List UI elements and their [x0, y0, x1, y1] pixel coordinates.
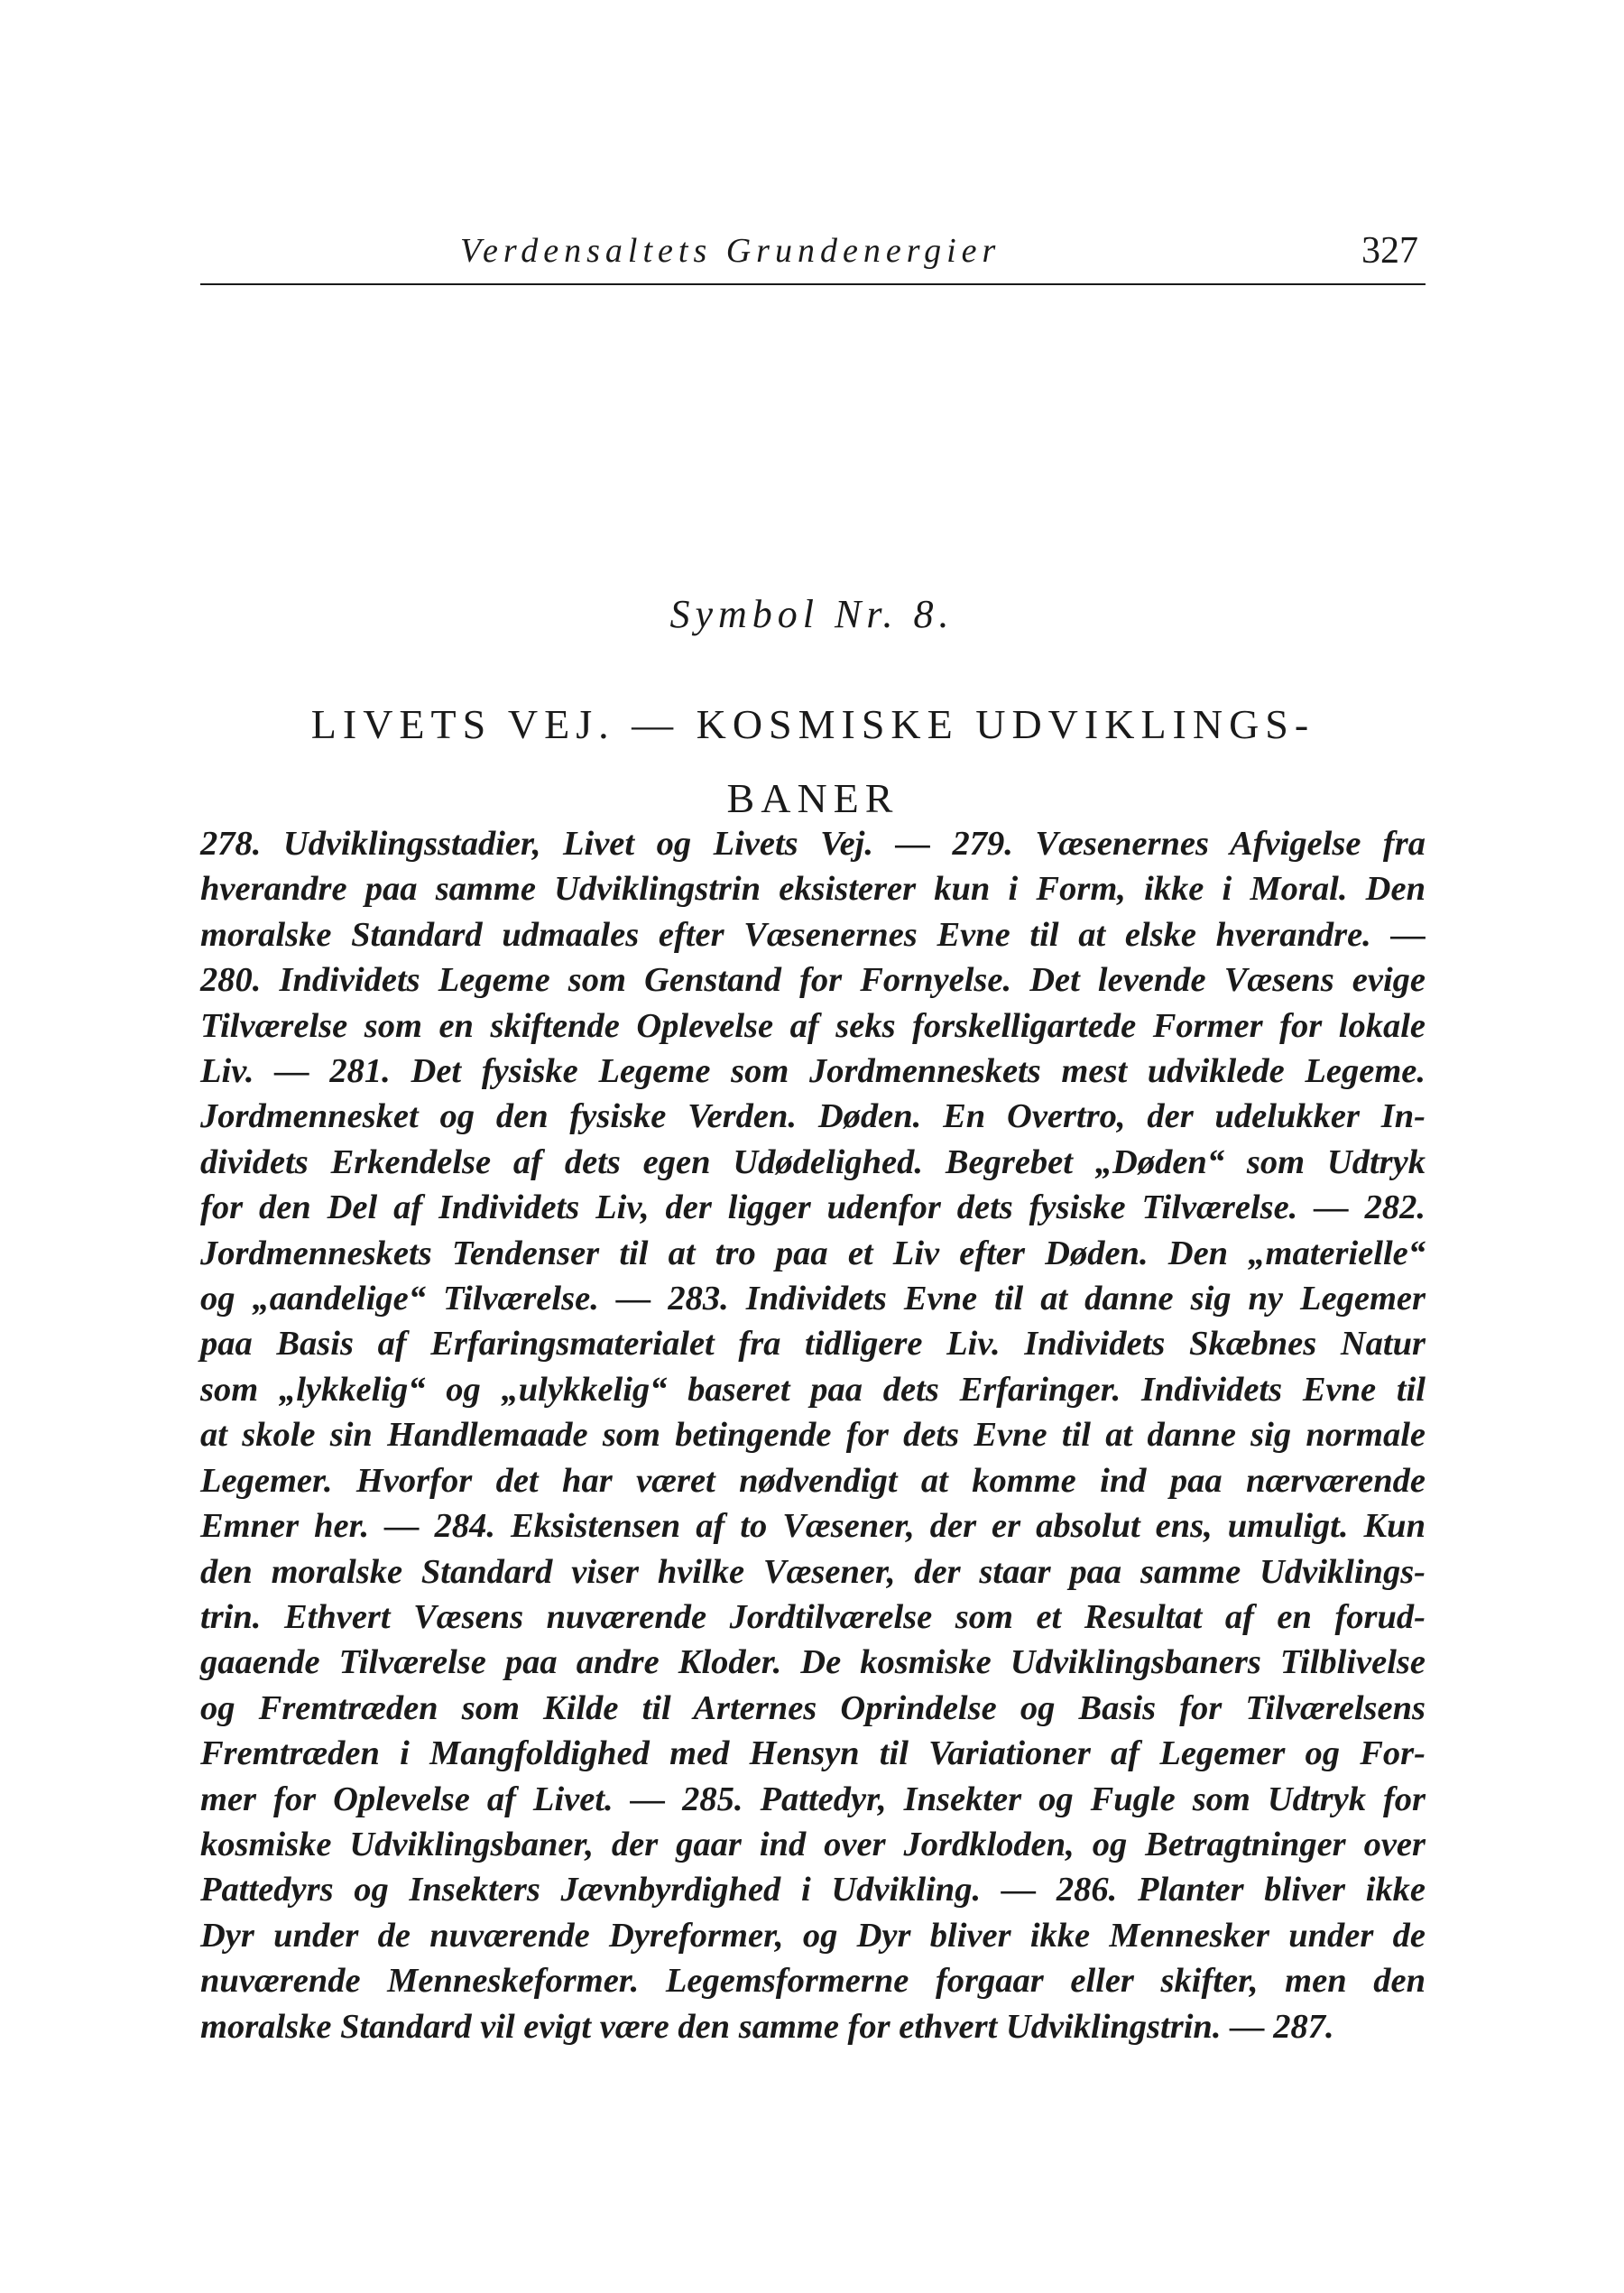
running-header [200, 227, 1426, 285]
summary-line: mer for Oplevelse af Livet. — 285. Pattedyr, Insekter og Fugle som Udtryk for [200, 1780, 1426, 1818]
summary-line: at skole sin Handlemaade som betingende for dets Evne til at danne sig normale [200, 1416, 1426, 1455]
summary-line: Pattedyrs og Insekters Jævnbyrdighed i Udvikling. — 286. Planter bliver ikke [200, 1871, 1426, 1909]
chapter-title-line-1: LIVETS VEJ. — KOSMISKE UDVIKLINGS- [310, 701, 1315, 747]
summary-line: Fremtræden i Mangfoldighed med Hensyn til Variationer af Legemer og For- [200, 1734, 1426, 1773]
summary-line: paa Basis af Erfaringsmaterialet fra tidligere Liv. Individets Skæbnes Natur [200, 1325, 1426, 1364]
summary-line: 280. Individets Legeme som Genstand for Fornyelse. Det levende Væsens evige [200, 961, 1426, 1000]
summary-line: moralske Standard udmaales efter Væsenernes Evne til at elske hverandre. — [200, 915, 1426, 954]
summary-line: kosmiske Udviklingsbaner, der gaar ind over Jordkloden, og Betragtninger over [200, 1825, 1426, 1863]
summary-line: dividets Erkendelse af dets egen Udødelighed. Begrebet „Døden“ som Udtryk [200, 1142, 1426, 1181]
summary-line: Legemer. Hvorfor det har været nødvendigt at komme ind paa nærværende [200, 1461, 1426, 1500]
summary-line: hverandre paa samme Udviklingstrin eksisterer kun i Form, ikke i Moral. Den [200, 870, 1426, 909]
chapter-summary [200, 821, 1426, 2049]
summary-line: for den Del af Individets Liv, der ligger udenfor dets fysiske Tilværelse. — 282. [200, 1188, 1426, 1227]
summary-line: Emner her. — 284. Eksistensen af to Væsener, der er absolut ens, umuligt. Kun [200, 1507, 1426, 1546]
summary-line: Jordmennesket og den fysiske Verden. Døden. En Overtro, der udelukker In- [200, 1097, 1426, 1136]
summary-line: Dyr under de nuværende Dyreformer, og Dyr bliver ikke Mennesker under de [200, 1916, 1426, 1955]
summary-line: Tilværelse som en skiftende Oplevelse af seks forskelligartede Former for lokale [200, 1006, 1426, 1045]
symbol-number: Symbol Nr. 8. [669, 592, 955, 636]
summary-line: 278. Udviklingsstadier, Livet og Livets Vej. — 279. Væsenernes Afvigelse fra [200, 825, 1426, 863]
summary-line: trin. Ethvert Væsens nuværende Jordtilværelse som et Resultat af en forud- [200, 1597, 1426, 1636]
chapter-title-line-2: BANER [726, 775, 900, 821]
summary-line: som „lykkelig“ og „ulykkelig“ baseret paa dets Erfaringer. Individets Evne til [200, 1370, 1426, 1409]
chapter-title [200, 688, 1426, 836]
summary-line: og Fremtræden som Kilde til Arternes Oprindelse og Basis for Tilværelsens [200, 1688, 1426, 1727]
summary-line: nuværende Menneskeformer. Legemsformerne forgaar eller skifter, men den [200, 1962, 1426, 2001]
running-title: Verdensaltets Grundenergier [460, 232, 1001, 270]
summary-line: moralske Standard vil evigt være den samme for ethvert Udviklingstrin. — 287. [200, 2007, 1334, 2046]
summary-line: Jordmenneskets Tendenser til at tro paa et Liv efter Døden. Den „materielle“ [200, 1234, 1426, 1272]
summary-line: Liv. — 281. Det fysiske Legeme som Jordmenneskets mest udviklede Legeme. [200, 1052, 1426, 1091]
page-number: 327 [1361, 230, 1418, 272]
summary-line: den moralske Standard viser hvilke Væsener, der staar paa samme Udviklings- [200, 1552, 1426, 1591]
summary-line: og „aandelige“ Tilværelse. — 283. Individets Evne til at danne sig ny Legemer [200, 1280, 1426, 1318]
summary-line: gaaende Tilværelse paa andre Kloder. De kosmiske Udviklingsbaners Tilblivelse [200, 1643, 1426, 1682]
